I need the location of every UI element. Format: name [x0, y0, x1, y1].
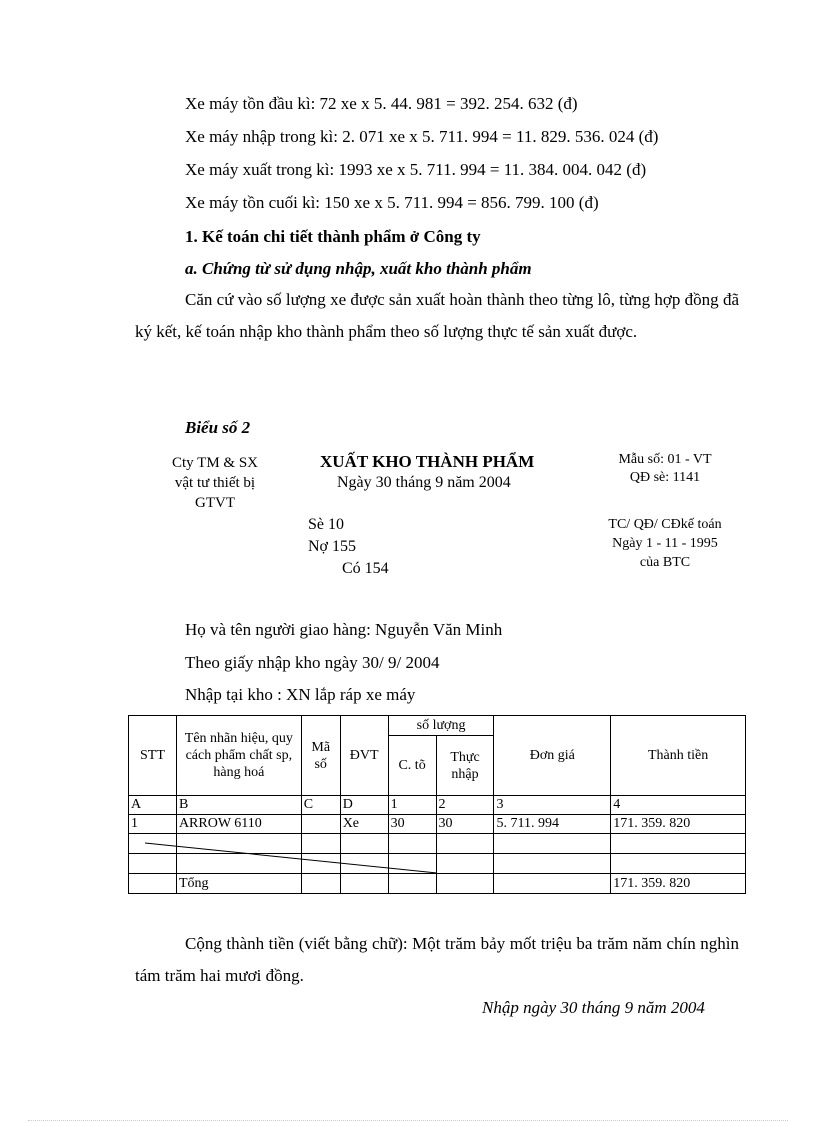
row-name: ARROW 6110 [176, 815, 301, 834]
header-code: Mã số [301, 716, 340, 796]
total-label: Tổng [176, 874, 301, 894]
amount-in-words: Cộng thành tiền (viết bằng chữ): Một trăm bảy mốt triệu ba trăm năm chín nghìn tám trăm hai mươi đồng. [135, 934, 739, 985]
template-number: Mẫu số: 01 - VT [618, 452, 712, 467]
header-amount: Thành tiền [611, 716, 746, 796]
intro-line-1: Xe máy tồn đầu kì: 72 xe x 5. 44. 981 = 392. 254. 632 (đ) [185, 94, 578, 113]
voucher-number: Sè 10 [308, 516, 344, 533]
signature-date: Nhập ngày 30 tháng 9 năm 2004 [482, 998, 705, 1017]
header-unit: ĐVT [340, 716, 388, 796]
row-qty-actual: 30 [436, 815, 494, 834]
row-amount: 171. 359. 820 [611, 815, 746, 834]
debit-account: Nợ 155 [308, 538, 357, 555]
regulation-info: TC/ QĐ/ CĐkế toán Ngày 1 - 11 - 1995 của BTC [608, 517, 722, 570]
header-name: Tên nhãn hiệu, quy cách phẩm chất sp, hàng hoá [176, 716, 301, 796]
intro-line-4: Xe máy tồn cuối kì: 150 xe x 5. 711. 994 = 856. 799. 100 (đ) [185, 193, 599, 212]
header-price: Đơn giá [494, 716, 611, 796]
body-paragraph: Căn cứ vào số lượng xe được sản xuất hoàn thành theo từng lô, từng hợp đồng đã ký kết, kế toán nhập kho thành phẩm theo số lượng thực tế sản xuất được. [135, 290, 739, 341]
sub-heading: a. Chứng từ sử dụng nhập, xuất kho thành phẩm [185, 259, 532, 278]
form-label: Biểu số 2 [185, 418, 251, 437]
row-price: 5. 711. 994 [494, 815, 611, 834]
company-name: Cty TM & SX vật tư thiết bị GTVT [172, 455, 258, 511]
code-cell: 4 [611, 796, 746, 815]
section-heading: 1. Kế toán chi tiết thành phẩm ở Công ty [185, 227, 481, 246]
header-quantity: số lượng [388, 716, 494, 736]
total-amount: 171. 359. 820 [611, 874, 746, 894]
form-date: Ngày 30 tháng 9 năm 2004 [337, 474, 511, 491]
code-cell: 3 [494, 796, 611, 815]
reference-line: Theo giấy nhập kho ngày 30/ 9/ 2004 [185, 653, 440, 672]
deliverer-line: Họ và tên người giao hàng: Nguyễn Văn Minh [185, 620, 503, 639]
code-cell: C [301, 796, 340, 815]
code-cell: 1 [388, 796, 436, 815]
warehouse-line: Nhập tại kho : XN lắp ráp xe máy [185, 685, 416, 704]
footer-divider [28, 1120, 788, 1121]
code-cell: 2 [436, 796, 494, 815]
header-qty-doc: C. tõ [388, 736, 436, 796]
intro-line-2: Xe máy nhập trong kì: 2. 071 xe x 5. 711. 994 = 11. 829. 536. 024 (đ) [185, 127, 659, 146]
row-unit: Xe [340, 815, 388, 834]
code-cell: B [176, 796, 301, 815]
code-cell: D [340, 796, 388, 815]
intro-line-3: Xe máy xuất trong kì: 1993 xe x 5. 711. 994 = 11. 384. 004. 042 (đ) [185, 160, 647, 179]
row-stt: 1 [129, 815, 177, 834]
code-cell: A [129, 796, 177, 815]
decision-number: QĐ sè: 1141 [629, 470, 701, 485]
form-title: XUẤT KHO THÀNH PHẨM [320, 452, 535, 471]
credit-account: Có 154 [342, 560, 389, 577]
header-qty-actual: Thực nhập [436, 736, 494, 796]
header-stt: STT [129, 716, 177, 796]
row-qty-doc: 30 [388, 815, 436, 834]
